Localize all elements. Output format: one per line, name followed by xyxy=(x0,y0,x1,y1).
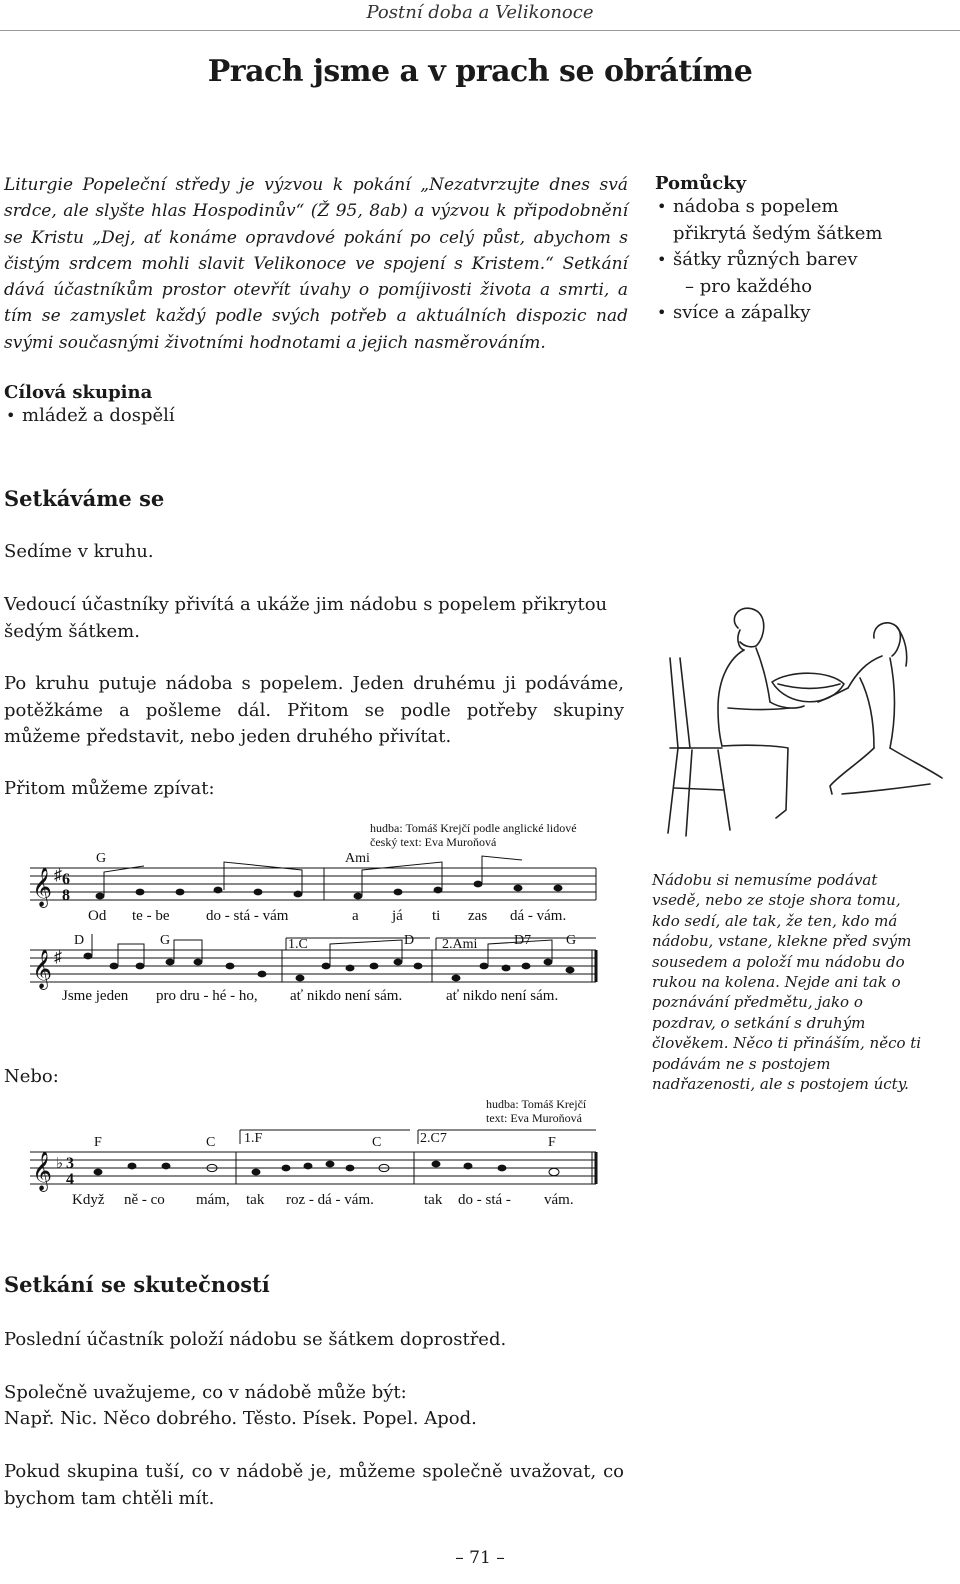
chord-symbols-3 xyxy=(94,1131,556,1150)
treble-clef-icon: 𝄞 xyxy=(32,1153,53,1190)
target-group-title: Cílová skupina xyxy=(4,382,153,403)
song-1-credit-music: hudba: Tomáš Krejčí podle anglické lidové xyxy=(370,821,577,835)
list-item: • šátky různých barev xyxy=(655,247,955,274)
list-item: • mládež a dospělí xyxy=(4,403,404,430)
song-2-notation xyxy=(0,1090,640,1220)
lyric: Jsme jeden xyxy=(62,988,129,1004)
staff-2 xyxy=(30,938,596,982)
lyric: ať nikdo není sám. xyxy=(446,988,559,1004)
paragraph: Společně uvažujeme, co v nádobě může být: xyxy=(4,1382,407,1403)
illustration-caption: Nádobu si nemusíme podávat vsedě, nebo ze stoje shora tomu, kdo sedí, ale tak, že ten, kdo má nádobu, vstane, klekne před svým sousedem a položí mu nádobu do rukou na kolena. Nejde ani tak o poznávání předmětu, jako o pozdrav, o setkání s druhým člověkem. Něco ti přináším, něco ti podávám ne s postojem nadřazenosti, ale s postojem úcty. xyxy=(652,871,922,1094)
header-rule xyxy=(0,30,960,31)
aids-list xyxy=(655,194,955,327)
chord: 2.Ami xyxy=(442,937,478,952)
aids-title: Pomůcky xyxy=(655,173,747,194)
paragraph: Nebo: xyxy=(4,1066,59,1087)
target-group-list xyxy=(4,403,404,430)
chord: 2.C7 xyxy=(420,1131,447,1146)
lyric: Od xyxy=(88,908,107,924)
paragraph: Po kruhu putuje nádoba s popelem. Jeden druhému ji podáváme, potěžkáme a pošleme dál. Přitom se podle potřeby skupiny můžeme představit, nebo jeden druhého přivítat. xyxy=(4,673,624,747)
lyric: tak xyxy=(424,1192,443,1208)
flat-icon: ♭ xyxy=(56,1156,64,1172)
svg-text:8: 8 xyxy=(62,887,70,904)
lyric: te - be xyxy=(132,908,170,924)
chord: G xyxy=(566,933,577,948)
chord-symbols xyxy=(96,851,370,866)
lyric: pro dru - hé - ho, xyxy=(156,988,258,1004)
paragraph: Přitom můžeme zpívat: xyxy=(4,778,215,799)
lyric: vám. xyxy=(544,1192,574,1208)
chord: F xyxy=(548,1135,556,1150)
chord: C xyxy=(206,1135,216,1150)
chord: D7 xyxy=(514,933,532,948)
intro-paragraph: Liturgie Popeleční středy je výzvou k pokání „Nezatvrzujte dnes svá srdce, ale slyšte hlas Hospodinův“ (Ž 95, 8ab) a výzvou k připodobnění se Kristu „Dej, ať konáme opravdové pokání po celý půst, abychom s čistým srdcem mohli slavit Velikonoce ve spojení s Kristem.“ Setkání dává účastníkům prostor otevřít úvahy o pomíjivosti života a smrti, a tím se zamyslet každý podle svých potřeb a aktuálních dispozic nad svými současnými životními hodnotami a jejich nasměrováním. xyxy=(4,175,628,353)
list-item: • nádoba s popelem přikrytá šedým šátkem xyxy=(655,194,903,247)
list-item-continuation: – pro každého xyxy=(685,275,813,297)
paragraph: Vedoucí účastníky přivítá a ukáže jim nádobu s popelem přikrytou šedým šátkem. xyxy=(4,594,608,642)
list-item: • svíce a zápalky xyxy=(655,300,955,327)
aids-box xyxy=(655,173,955,327)
lyric: do - stá - vám xyxy=(206,908,289,924)
chord: 1.F xyxy=(244,1131,263,1146)
lyric: zas xyxy=(468,908,488,924)
section-heading-2: Setkání se skutečností xyxy=(4,1272,270,1297)
lyrics-1 xyxy=(88,908,566,924)
staff-3 xyxy=(30,1130,596,1184)
lyric: dá - vám. xyxy=(510,908,567,924)
song-1-notation xyxy=(0,810,640,1010)
lyrics-3 xyxy=(72,1192,574,1208)
lyric: mám, xyxy=(196,1192,230,1208)
svg-text:4: 4 xyxy=(66,1171,74,1188)
page-title: Prach jsme a v prach se obrátíme xyxy=(207,54,753,89)
page-number: – 71 – xyxy=(455,1548,505,1568)
song-2-credit-text: text: Eva Muroňová xyxy=(486,1111,582,1125)
section-heading-1: Setkáváme se xyxy=(4,486,165,511)
lyric: do - stá - xyxy=(458,1192,511,1208)
lyric: ať nikdo není sám. xyxy=(290,988,403,1004)
paragraph: Sedíme v kruhu. xyxy=(4,541,154,562)
chord: 1.C xyxy=(288,937,308,952)
lyric: Když xyxy=(72,1192,105,1208)
lyric: já xyxy=(392,908,403,924)
song-2-credit-music: hudba: Tomáš Krejčí xyxy=(486,1097,587,1111)
notes-1 xyxy=(96,856,563,899)
chord: D xyxy=(404,933,415,948)
paragraph: Poslední účastník položí nádobu se šátkem doprostřed. xyxy=(4,1329,507,1350)
chord: Ami xyxy=(345,851,370,866)
sharp-icon: ♯ xyxy=(54,949,62,966)
sharp-icon: ♯ xyxy=(54,867,62,884)
lyric: a xyxy=(352,908,359,924)
chord: C xyxy=(372,1135,382,1150)
chord: F xyxy=(94,1135,102,1150)
lyrics-2 xyxy=(62,988,558,1004)
paragraph: Pokud skupina tuší, co v nádobě je, můžeme společně uvažovat, co bychom tam chtěli mít. xyxy=(4,1461,624,1509)
paragraph: Např. Nic. Něco dobrého. Těsto. Písek. Popel. Apod. xyxy=(4,1408,477,1429)
lyric: ně - co xyxy=(124,1192,165,1208)
lyric: ti xyxy=(432,908,441,924)
chord: G xyxy=(160,933,171,948)
chord: D xyxy=(74,933,85,948)
running-title: Postní doba a Velikonoce xyxy=(366,2,594,23)
time-signature: 6 xyxy=(62,871,70,888)
treble-clef-icon: 𝄞 xyxy=(32,869,53,906)
time-signature: 3 xyxy=(66,1155,74,1172)
staff-1 xyxy=(30,868,596,900)
chord-symbols-2 xyxy=(74,933,576,952)
lyric: tak xyxy=(246,1192,265,1208)
treble-clef-icon: 𝄞 xyxy=(32,951,53,988)
illustration-passing-bowl xyxy=(660,598,950,838)
song-1-credit-text: český text: Eva Muroňová xyxy=(370,835,497,849)
lyric: roz - dá - vám. xyxy=(286,1192,374,1208)
chord: G xyxy=(96,851,107,866)
target-group xyxy=(4,382,404,430)
